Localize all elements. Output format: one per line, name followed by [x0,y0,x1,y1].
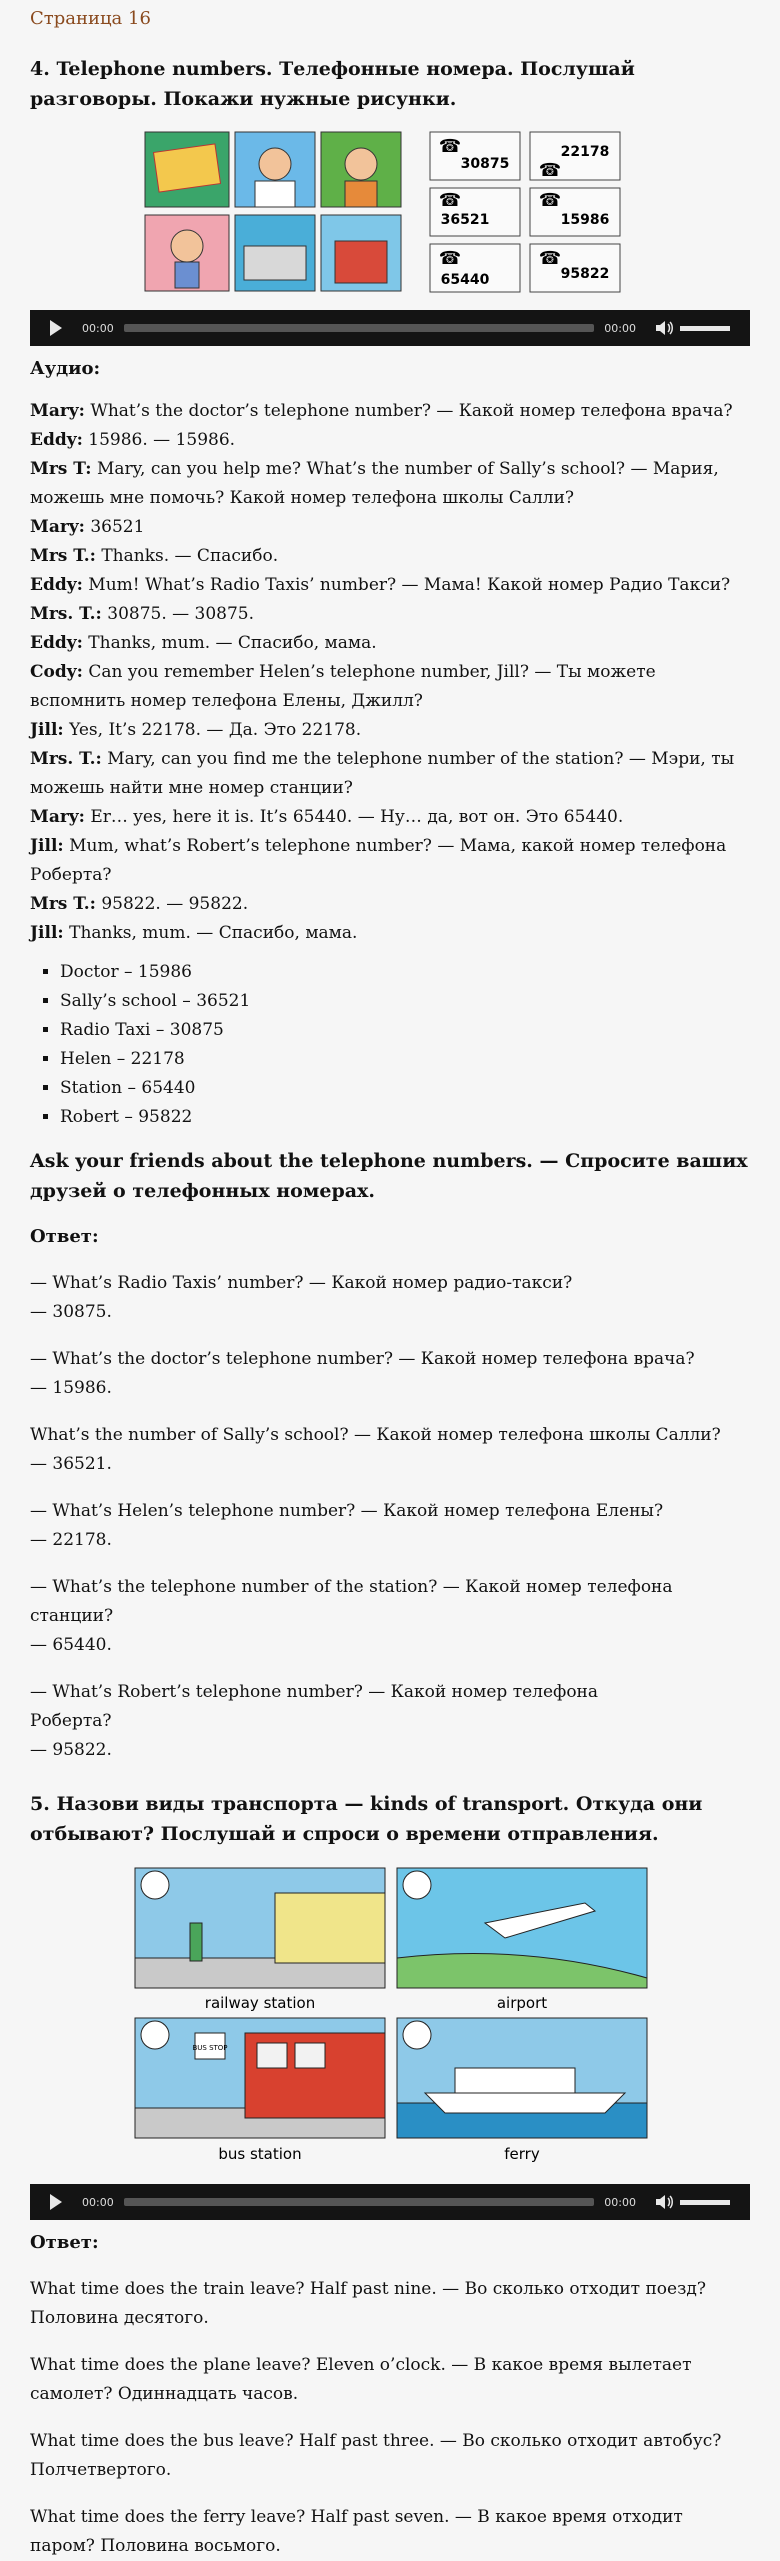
speaker-name: Mrs. T.: [30,604,102,624]
telephone-icon: ☎ [438,136,462,157]
answer-question: What’s the number of Sally’s school? — Какой номер телефона школы Салли? [30,1425,721,1445]
dialog-text: Mum! What’s Radio Taxis’ number? — Мама! Какой номер Радио Такси? [82,575,731,595]
dialog-line [30,919,750,948]
picture-caption: bus station [218,2145,302,2163]
play-icon[interactable] [50,320,62,336]
speaker-name: Mrs. T.: [30,749,102,769]
page-breadcrumb[interactable]: Страница 16 [30,8,151,29]
list-item: ▪ Doctor – 15986 [60,958,750,987]
answer-reply: — 22178. [30,1530,112,1550]
audio-progress-bar[interactable] [124,324,595,332]
dialog-line [30,542,750,571]
answer-question: — What’s the telephone number of the station? — Какой номер телефона станции? [30,1577,673,1626]
task5-heading: 5. Назови виды транспорта — kinds of transport. Откуда они отбывают? Послушай и спроси о времени отправления. [30,1793,703,1845]
dialog-text: Thanks. — Спасибо. [95,546,279,566]
phone-number-cards [430,132,620,292]
people-places-pictures [145,132,401,291]
speaker-name: Jill: [30,923,64,943]
speaker-name: Mary: [30,517,85,537]
speaker-name: Mrs T: [30,459,92,479]
phone-card-number: 95822 [560,266,610,282]
speaker-name: Cody: [30,662,83,682]
bus-station-picture [135,2018,385,2163]
speaker-name: Jill: [30,720,64,740]
audio-player [30,2184,750,2220]
railway-station-picture [135,1868,385,2012]
list-item: ▪ Radio Taxi – 30875 [60,1016,750,1045]
speaker-name: Eddy: [30,633,83,653]
dialog-text: Yes, It’s 22178. — Да. Это 22178. [63,720,362,740]
dialog-text: What’s the doctor’s telephone number? — Какой номер телефона врача? [84,401,733,421]
audio-current-time: 00:00 [82,321,114,335]
volume-slider[interactable] [680,326,730,331]
telephone-icon: ☎ [438,248,462,269]
dialog-line [30,513,750,542]
picture-caption: railway station [204,1994,316,2012]
dialog [30,397,750,948]
dialog-text: 95822. — 95822. [95,894,249,914]
speaker-name: Mrs T.: [30,546,96,566]
phone-card-number: 22178 [560,144,610,160]
answer-reply: — 30875. [30,1302,112,1322]
speaker-name: Jill: [30,836,64,856]
telephone-icon: ☎ [538,190,562,211]
play-icon[interactable] [50,2194,62,2210]
phone-list [30,958,750,1132]
answer-question: — What’s the doctor’s telephone number? — Какой номер телефона врача? [30,1349,695,1369]
transport-answer: What time does the plane leave? Eleven o’clock. — В какое время вылетает самолет? Одиннадцать часов. [30,2355,692,2404]
dialog-line [30,716,750,745]
audio-player [30,310,750,346]
answer-question: Роберта? [30,1711,112,1731]
list-item: ▪ Helen – 22178 [60,1045,750,1074]
dialog-text: 15986. — 15986. [82,430,236,450]
dialog-text: Thanks, mum. — Спасибо, мама. [63,923,358,943]
telephone-icon: ☎ [538,160,562,181]
phone-card-number: 30875 [460,156,510,172]
airport-picture [397,1868,647,2012]
transport-answer: What time does the train leave? Half past nine. — Во сколько отходит поезд? Половина десятого. [30,2279,706,2328]
transport-answer: What time does the bus leave? Half past three. — Во сколько отходит автобус? Полчетвертого. [30,2431,722,2480]
speaker-name: Mary: [30,401,85,421]
bus-stop-sign: BUS STOP [192,2044,228,2052]
dialog-line [30,890,750,919]
audio-duration: 00:00 [604,2195,636,2209]
volume-slider[interactable] [680,2200,730,2205]
phone-card-number: 15986 [560,212,610,228]
answer-reply: — 36521. [30,1454,112,1474]
dialog-line [30,571,750,600]
audio-progress-bar[interactable] [124,2198,595,2206]
picture-caption: ferry [504,2145,540,2163]
ferry-picture [397,2018,647,2163]
dialog-text: Can you remember Helen’s telephone number, Jill? — Ты можете вспомнить номер телефона Елены, Джилл? [30,662,656,711]
audio-current-time: 00:00 [82,2195,114,2209]
answer-reply: — 15986. [30,1378,112,1398]
transport-answer: What time does the ferry leave? Half past seven. — В какое время отходит паром? Половина восьмого. [30,2507,683,2556]
volume-icon[interactable] [654,320,674,336]
dialog-text: Mary, can you find me the telephone number of the station? — Мэри, ты можешь найти мне номер станции? [30,749,735,798]
speaker-name: Eddy: [30,575,83,595]
telephone-icon: ☎ [538,248,562,269]
dialog-line [30,658,750,716]
answer-question: — What’s Helen’s telephone number? — Какой номер телефона Елены? [30,1501,664,1521]
dialog-text: Er… yes, here it is. It’s 65440. — Ну… да, вот он. Это 65440. [84,807,624,827]
telephone-numbers-illustration [140,126,640,298]
audio-label: Аудио: [30,358,101,379]
transport-illustration [125,1863,655,2168]
dialog-text: Mum, what’s Robert’s telephone number? — Мама, какой номер телефона Роберта? [30,836,727,885]
dialog-line [30,803,750,832]
answer-label: Ответ: [30,2232,99,2253]
dialog-text: Thanks, mum. — Спасибо, мама. [82,633,377,653]
volume-icon[interactable] [654,2194,674,2210]
phone-card-number: 65440 [440,272,490,288]
ask-heading: Ask your friends about the telephone numbers. — Спросите ваших друзей о телефонных номерах. [30,1150,748,1202]
dialog-line [30,745,750,803]
dialog-line [30,455,750,513]
dialog-text: Mary, can you help me? What’s the number of Sally’s school? — Мария, можешь мне помочь? Какой номер телефона школы Салли? [30,459,719,508]
dialog-line [30,629,750,658]
dialog-line [30,397,750,426]
list-item: ▪ Sally’s school – 36521 [60,987,750,1016]
answer-question: — What’s Radio Taxis’ number? — Какой номер радио-такси? [30,1273,573,1293]
task4-heading: 4. Telephone numbers. Телефонные номера. Послушай разговоры. Покажи нужные рисунки. [30,58,635,110]
telephone-icon: ☎ [438,190,462,211]
speaker-name: Mary: [30,807,85,827]
speaker-name: Mrs T.: [30,894,96,914]
speaker-name: Eddy: [30,430,83,450]
dialog-text: 36521 [84,517,145,537]
dialog-line [30,600,750,629]
dialog-text: 30875. — 30875. [101,604,255,624]
answer-reply: — 65440. [30,1635,112,1655]
picture-caption: airport [496,1994,548,2012]
dialog-line [30,832,750,890]
answer-question: — What’s Robert’s telephone number? — Какой номер телефона [30,1682,599,1702]
list-item: ▪ Robert – 95822 [60,1103,750,1132]
audio-duration: 00:00 [604,321,636,335]
dialog-line [30,426,750,455]
phone-card-number: 36521 [440,212,490,228]
answer-label: Ответ: [30,1226,99,1247]
list-item: ▪ Station – 65440 [60,1074,750,1103]
answer-reply: — 95822. [30,1740,112,1760]
